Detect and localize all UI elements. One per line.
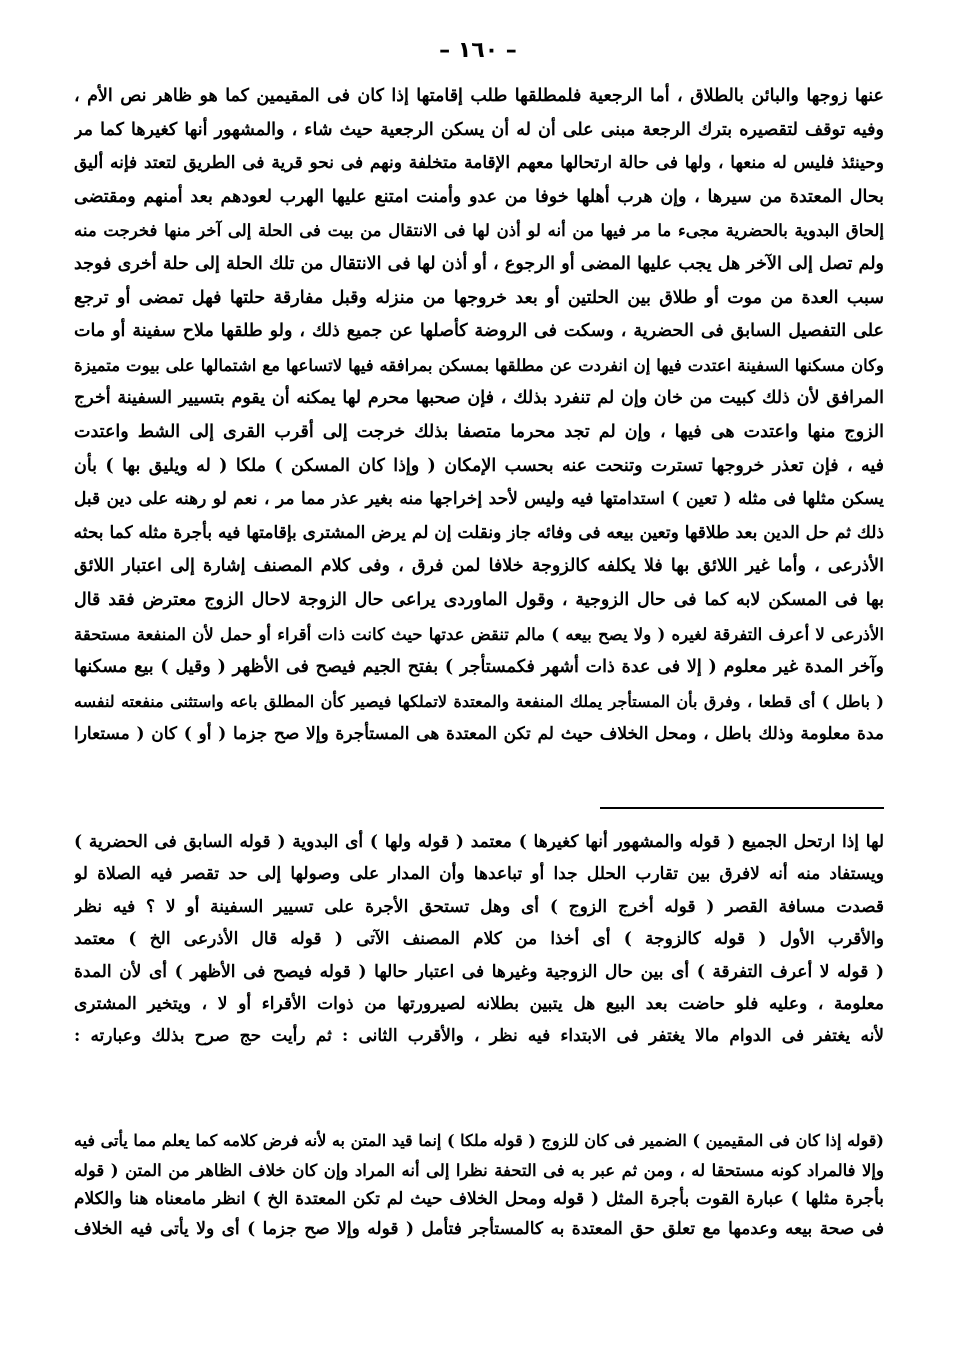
main-text-line: بها فى المسكن لابه كما فى حال الزوجية ، وقول الماوردى يراعى حال الزوجة لاحال الزوج معترض فقد قال: [74, 589, 884, 610]
main-text-line: عنها زوجها والبائن بالطلاق ، أما الرجعية فلمطلقها طلب إقامتها إذا كان فى المقيمين كما هو ظاهر نص الأم ،: [74, 86, 884, 106]
main-text-line: وحينئذ فليس له منعها ، ولها فى حالة ارتحالها معهم الإقامة متخلفة ونهم فى نحو قرية فى الطريق لتعتد فإنه أليق: [74, 153, 884, 174]
main-text-line: وكان مسكنها السفينة اعتدت فيها إن انفردت عن مطلقها بمسكن بمرافقه فيها لاتساعها مع اشتمالها على بيوت متميزة: [74, 355, 884, 375]
main-text-line: ( باطل ) أى قطعا ، وفرق بأن المستأجر يملك المنفعة والمعتدة لاتملكها فيصير كأن المطلق باعه واستثنى منفعته لنفسه: [74, 691, 884, 711]
commentary-line: بأجرة مثلها ) عبارة القوت بأجرة المثل ( قوله ومحل الخلاف حيث لم تكن المعتدة الخ ) انظر مامعناه هنا والكلام: [74, 1189, 884, 1210]
main-text-line: إلحاق البدوية بالحضرية مجىء ما مر فيها من أنه لو أذن لها فى الانتقال من بيت فى الحلة إلى آخر منها فخرجت منه: [74, 221, 884, 241]
main-text-line: وآخر المدة غير معلوم ( إلا فى عدة ذات أشهر فكمستأجر ) بفتح الجيم فيصح فى الأظهر ( وقيل ) بيع مسكنها: [74, 657, 884, 678]
main-text: [74, 80, 884, 752]
footnote-divider: [600, 807, 884, 809]
main-text-line: مدة معلومة وذلك باطل ، ومحل الخلاف حيث لم تكن المعتدة هى المستأجرة وإلا صح جزما ( أو ) كان ( مستعارا: [74, 724, 884, 745]
commentary-line: وإلا فالمراد كونه مستحقا له ، ومن ثم عبر به فى التحفة نظرا إلى أنه المراد وإن كان خلاف الظاهر من المتن ( قوله: [74, 1160, 884, 1180]
commentary-line: ويستفاد منه أنه لافرق بين تقارب الحلل جدا أو تباعدها وأن المدار على وصولها إلى حد تقصر فيه الصلاة لو: [74, 864, 884, 885]
main-text-line: المرافق لأن ذلك كبيت من خان وإن لم تنفرد بذلك ، فإن صحبها محرم لها يمكنه أن يقوم بتسيير السفينة أخرج: [74, 388, 884, 409]
main-text-line: ذلك ثم حل الدين بعد طلاقها وتعين بيعه فى وفائه جاز ونقلت إن لم يرض المشترى بإقامتها فيه بأجرة مثله كما بحثه: [74, 522, 884, 543]
main-text-line: وفيه توقف لتقصيره بترك الرجعة مبنى على أن له أن يسكن الرجعية حيث شاء ، والمشهور أنها كغيرها كما مر: [74, 119, 884, 140]
main-text-line: فيه ، فإن تعذر خروجها تسترت وتنحت عنه بحسب الإمكان ( وإذا كان المسكن ) ملكا ( له ويليق بها ) بأن: [74, 455, 884, 476]
commentary-block-1: [74, 826, 884, 1053]
main-text-line: ولم تصل إلى الآخر هل يجب عليها المضى أو الرجوع ، أو أذن لها فى الانتقال من تلك الحلة إلى حلة أخرى فوجد: [74, 253, 884, 274]
main-text-line: الأذرعى لا أعرف التفرقة لغيره ( ولا يصح بيعه ) مالم تنقض عدتها حيث كانت ذات أقراء أو حمل لأن المنفعة مستحقة: [74, 624, 884, 644]
commentary-line: معلومة ، وعليه فلو حاضت بعد البيع هل يتبين بطلانه لصيرورتها من ذوات الأقراء أو لا ، ويتخير المشترى: [74, 993, 884, 1014]
commentary-line: لها إذا ارتحل الجميع ( قوله والمشهور أنها كغيرها ) معتمد ( قوله ولها ) أى البدوية ( قوله السابق فى الحضرية ): [74, 832, 884, 852]
main-text-line: بحال المعتدة من سيرها ، وإن هرب أهلها خوفا من عدو وأمنت امتنع عليها الهرب لعودهم بعد أمنهم ومقتضى: [74, 186, 884, 207]
main-text-line: الزوج منها واعتدت هى فيها ، وإن لم تجد محرما متصفا بذلك خرجت إلى أقرب القرى إلى الشط واعتدت: [74, 421, 884, 442]
commentary-block-2: [74, 1126, 884, 1244]
main-text-line: على التفصيل السابق فى الحضرية ، وسكت فى الروضة كأصلها عن جميع ذلك ، ولو طلقها ملاح سفينة أو مات: [74, 321, 884, 342]
commentary-line: والأقرب الأول ( قوله كالزوجة ) أى أخذا من كلام المصنف الآتى ( قوله قال الأذرعى الخ ) معتمد: [74, 929, 884, 950]
main-text-line: سبب العدة من موت أو طلاق بين الحلتين أو بعد خروجها من منزله وقبل مفارقة حلتها فهل تمضى أو ترجع: [74, 287, 884, 308]
commentary-line: ( قوله لا أعرف التفرقة ) أى بين حال الزوجية وغيرها فى اعتبار حالها ( قوله فيصح فى الأظهر ) أى لأن المدة: [74, 961, 884, 982]
commentary-line: قصدت مسافة القصر ( قوله أخرج الزوج ) أى وهل تستحق الأجرة على تسيير السفينة أو لا ؟ فيه نظر: [74, 896, 884, 917]
commentary-line: (قوله إذا كان فى المقيمين ) الضمير فى كان للزوج ( قوله ملكا ) إنما قيد المتن به لأنه فرض كلامه كما يعلم مما يأتى فيه: [74, 1131, 884, 1150]
main-text-line: الأذرعى ، وأما غير اللائق بها فلا يكلفه كالزوجة خلافا لمن فرق ، وفى كلام المصنف إشارة إلى اعتبار اللائق: [74, 556, 884, 577]
main-text-line: يسكن مثلها فى مثله ( تعين ) استدامتها فيه وليس لأحد إخراجها منه بغير عذر مما مر ، نعم لو رهنه على دين قبل: [74, 489, 884, 510]
page-number: – ١٦٠ –: [439, 38, 517, 63]
commentary-line: فى صحة بيعه وعدمها مع تعلق حق المعتدة به كالمستأجر فتأمل ( قوله وإلا صح جزما ) أى ولا يأتى فيه الخلاف: [74, 1218, 884, 1239]
commentary-line: لأنه يغتفر فى الدوام مالا يغتفر فى الابتداء فيه نظر ، والأقرب الثانى : ثم رأيت حج صرح بذلك وعبارته :: [74, 1026, 884, 1047]
